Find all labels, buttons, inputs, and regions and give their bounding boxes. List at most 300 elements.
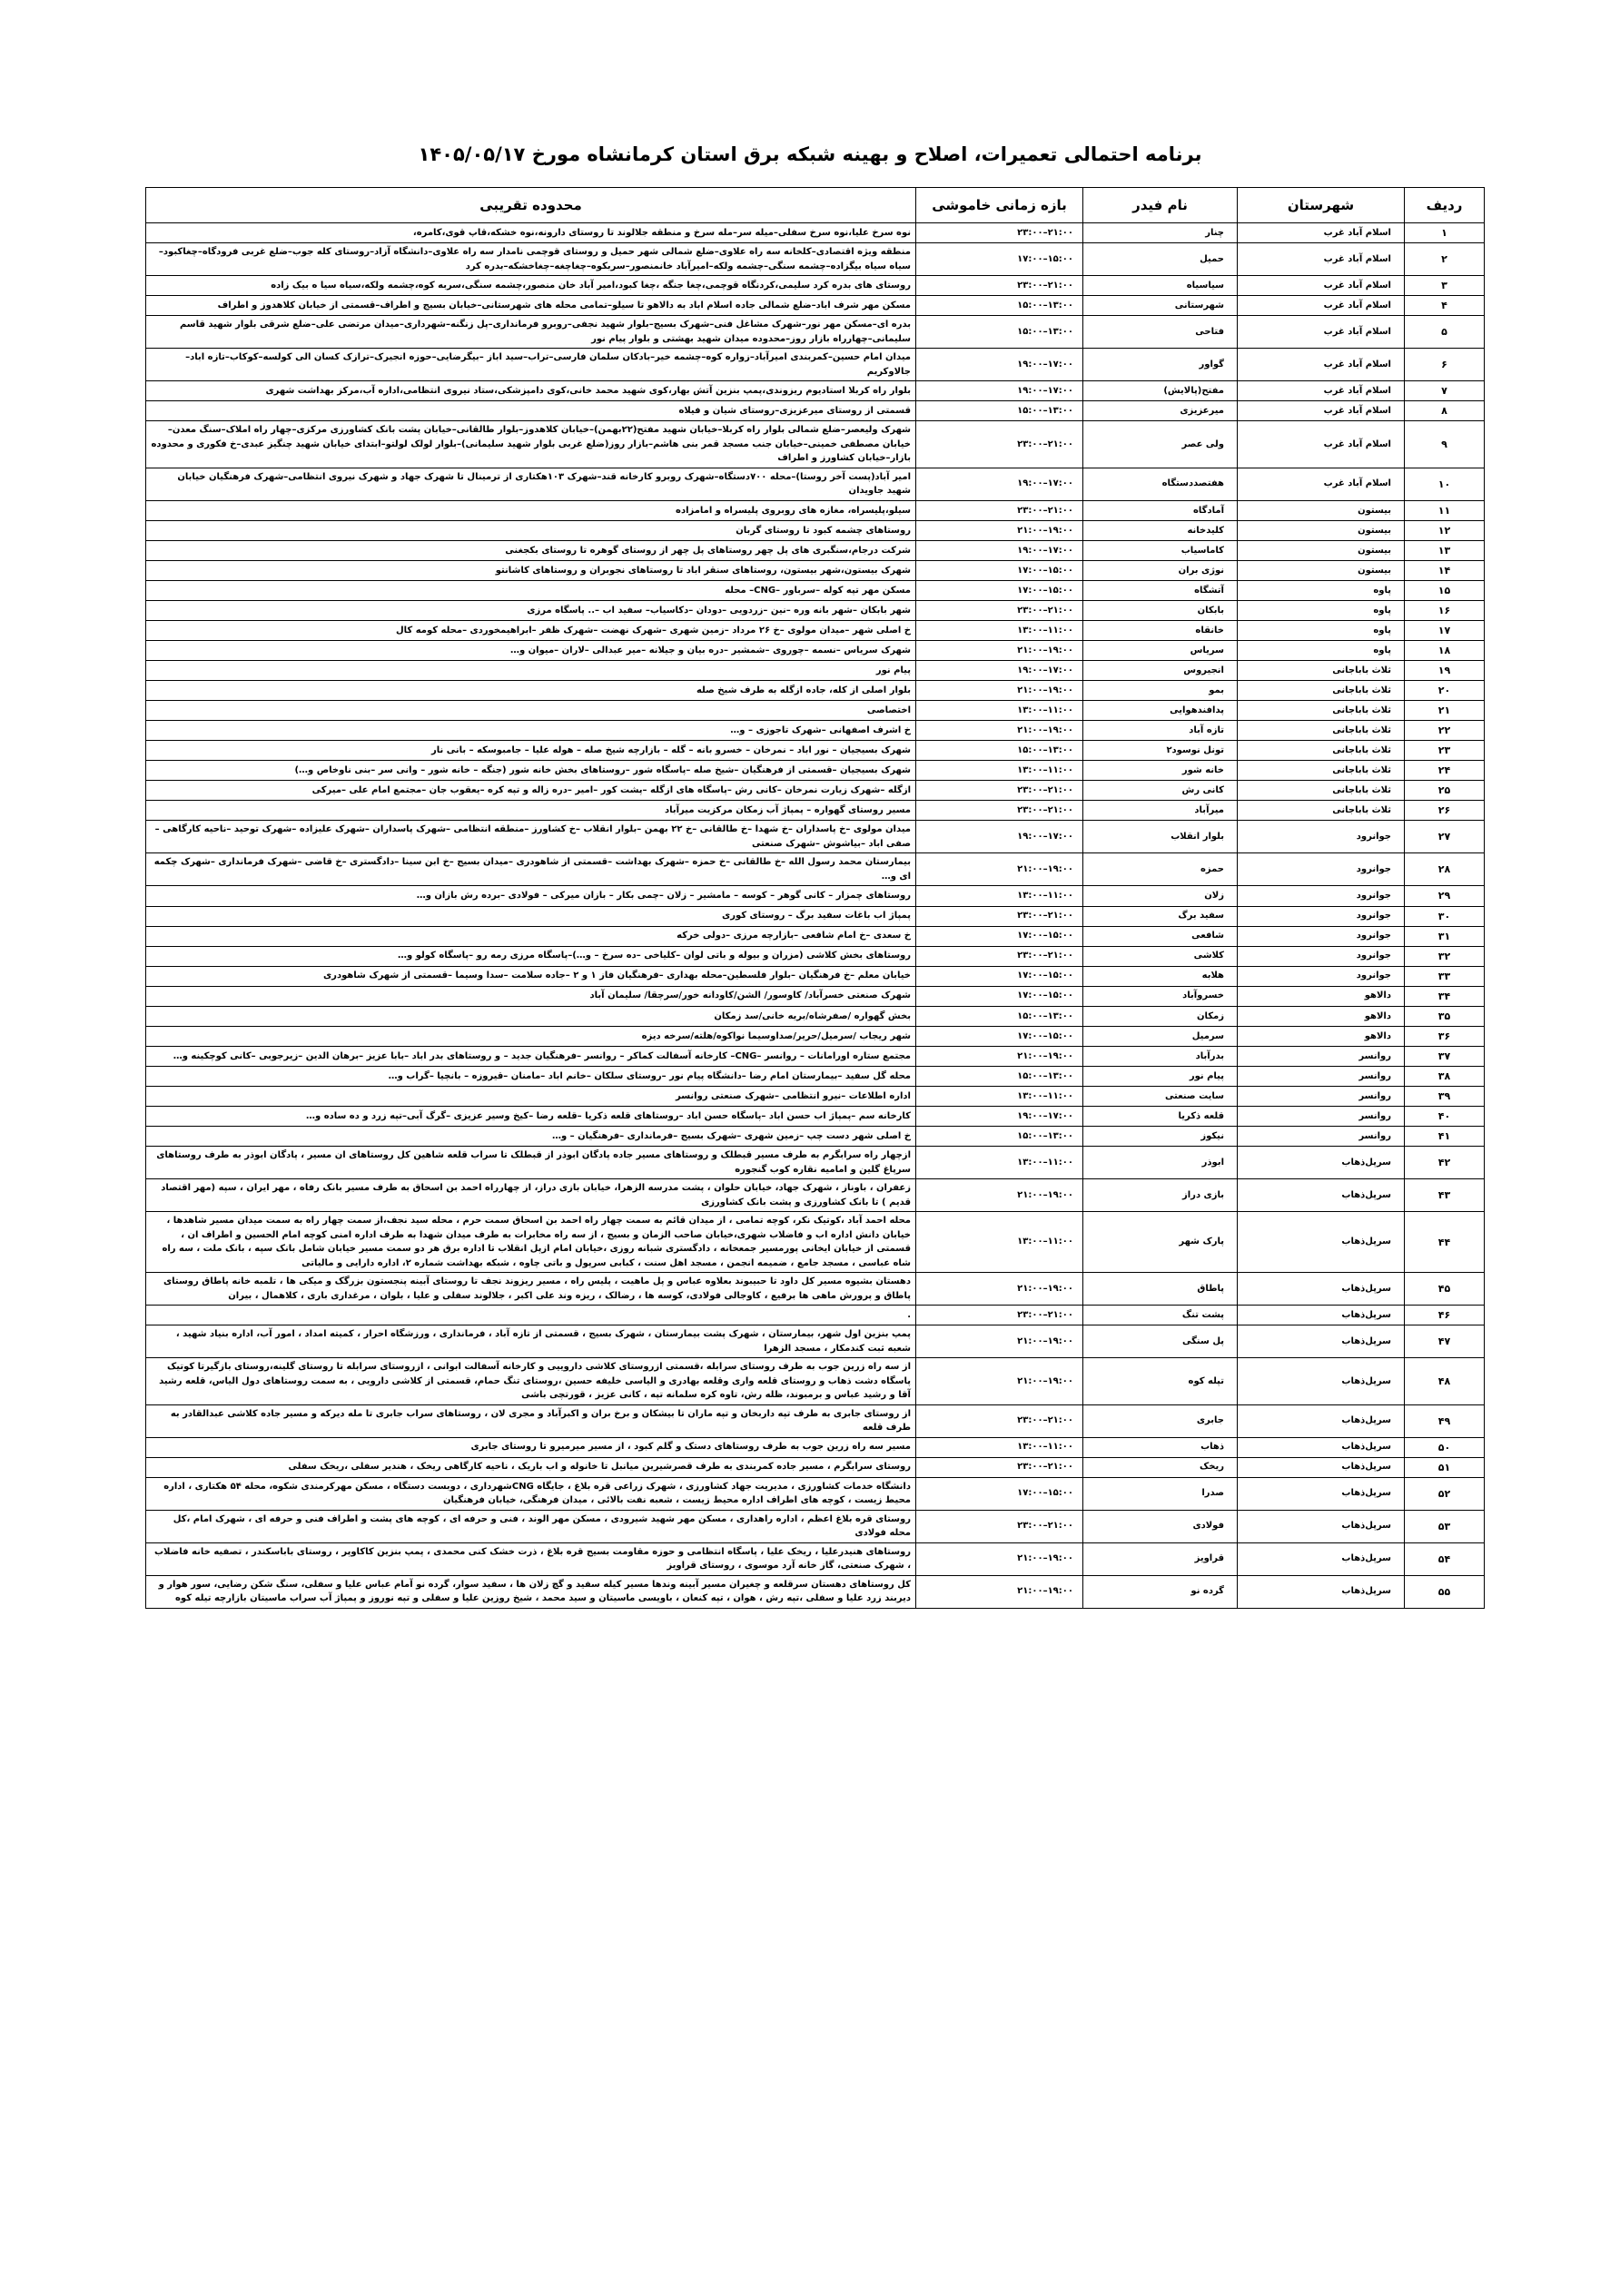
table-row (146, 1066, 1485, 1086)
table-row (146, 1477, 1485, 1510)
city-cell: سرپل‌ذهاب (1238, 1179, 1405, 1212)
city-cell: اسلام آباد غرب (1238, 316, 1405, 349)
outage-time-cell: ۱۵:۰۰–۱۷:۰۰ (916, 926, 1083, 946)
row-number-cell: ۵۴ (1405, 1542, 1485, 1575)
page-title: برنامه احتمالی تعمیرات، اصلاح و بهینه شبکه برق استان کرمانشاه مورخ ۱۴۰۵/۰۵/۱۷ (418, 143, 1202, 165)
feeder-cell: نیکوز (1083, 1127, 1238, 1147)
city-cell: اسلام آباد غرب (1238, 381, 1405, 401)
city-cell: جوانرود (1238, 946, 1405, 966)
feeder-cell: پارک شهر (1083, 1212, 1238, 1273)
outage-time-cell: ۱۷:۰۰–۱۹:۰۰ (916, 540, 1083, 560)
outage-time-cell: ۲۱:۰۰–۲۳:۰۰ (916, 276, 1083, 296)
row-number-cell: ۴۱ (1405, 1127, 1485, 1147)
city-cell: بیستون (1238, 560, 1405, 580)
feeder-cell: آمادگاه (1083, 500, 1238, 520)
city-cell: سرپل‌ذهاب (1238, 1457, 1405, 1477)
city-cell: ثلاث باباجانی (1238, 681, 1405, 701)
city-cell: روانسر (1238, 1066, 1405, 1086)
table-row (146, 1542, 1485, 1575)
city-cell: ثلاث باباجانی (1238, 801, 1405, 821)
outage-time-cell: ۱۷:۰۰–۱۹:۰۰ (916, 1107, 1083, 1127)
area-cell: از سه راه زرین جوب به طرف روستای سرابله ،قسمتی ازروستای کلاشی داروییی و کارخانه آسفالت ابوانی ، ازروستای سرابله تا روستای گلینه،روستای بازگیرتا کوتیک پاسگاه دشت ذهاب و روستای قلعه واری وقلعه بهادری و الیاسی خلیفه حسین ،روستای تنگ حمام، قسمتی از کلاشی دارویی ، به سمت روستاهای دول الیاس، قلعه رشید آقا و رشید عباس و برمبوند، ظله رش، تاوه کره سلمانه تپه ، کانی عزیز ، قورتچی باشی (146, 1358, 916, 1405)
city-cell: اسلام آباد غرب (1238, 276, 1405, 296)
table-row (146, 468, 1485, 500)
feeder-cell: کانی رش (1083, 781, 1238, 801)
area-cell: میدان امام حسین–کمربندی امیرآباد–زواره کوه–چشمه خیر–بادکان سلمان فارسی–تراب–سید اباز –بیگرضایی–حوزه انجیرک–ترازک کسان الی کولسه–کوکاب–تازه اباد–جالاوکریم (146, 349, 916, 381)
feeder-cell: سایت صنعتی (1083, 1086, 1238, 1106)
city-cell: جوانرود (1238, 926, 1405, 946)
row-number-cell: ۴۴ (1405, 1212, 1485, 1273)
area-cell: مجتمع ستاره اورامانات – روانسر –CNG– کارخانه آسفالت کماکر – روانسر –فرهنگیان جدید – و روستاهای بدر اباد –بابا عزیز –برهان الدین –زیرجوبی –کانی کوچکینه و… (146, 1046, 916, 1066)
outage-time-cell: ۱۳:۰۰–۱۵:۰۰ (916, 741, 1083, 761)
outage-time-cell: ۱۳:۰۰–۱۵:۰۰ (916, 401, 1083, 421)
area-cell: اداره اطلاعات –نیرو انتظامی –شهرک صنعتی روانسر (146, 1086, 916, 1106)
feeder-cell: میرآباد (1083, 801, 1238, 821)
table-row (146, 1437, 1485, 1457)
outage-time-cell: ۱۳:۰۰–۱۵:۰۰ (916, 1127, 1083, 1147)
city-cell: ثلاث باباجانی (1238, 781, 1405, 801)
city-cell: بیستون (1238, 520, 1405, 540)
feeder-cell: هلابه (1083, 966, 1238, 986)
table-body (146, 223, 1485, 1609)
row-number-cell: ۴۵ (1405, 1273, 1485, 1306)
feeder-cell: هفتصددستگاه (1083, 468, 1238, 500)
area-cell: منطقه ویژه اقتصادی–کلخانه سه راه علاوی–ضلع شمالی شهر حمیل و روستای قوچمی نامدار سه راه علاوی–دانشگاه آزاد–روستای کله جوب–ضلع غربی فرودگاه–چغاکبود–سیاه سیاه بیگزاده–چشمه سنگی–چشمه ولکه–امیرآباد خانمنصور–سربکوه–چغاچغه–چغاخشکه–بدره کرد (146, 243, 916, 276)
area-cell: بلوار راه کربلا استادیوم ریزوندی،پمپ بنزین آتش بهار،کوی شهید محمد خانی،کوی دامپزشکی،ستاد نیروی انتظامی،اداره آب،مرکز بهداشت شهری (146, 381, 916, 401)
table-row (146, 986, 1485, 1006)
row-number-cell: ۲۰ (1405, 681, 1485, 701)
row-number-cell: ۳۲ (1405, 946, 1485, 966)
table-row (146, 1358, 1485, 1405)
city-cell: پاوه (1238, 600, 1405, 620)
table-row (146, 1006, 1485, 1026)
feeder-cell: تازه آباد (1083, 721, 1238, 741)
feeder-cell: سفید برگ (1083, 906, 1238, 926)
table-row (146, 1510, 1485, 1542)
area-cell: دانشگاه خدمات کشاورزی ، مدیریت جهاد کشاورزی ، شهرک زراعی قره بلاغ ، جایگاه CNGشهرداری ، دوبست دستگاه ، مسکن مهرکرمندی شکوه، محله ۵۴ هکتاری ، اداره محیط زیست ، کوچه های اطراف اداره محیط زیست ، شعبه نفت بالائی ، میدان فرهنگی، خیابان فرهنگیان (146, 1477, 916, 1510)
table-row (146, 641, 1485, 661)
outage-time-cell: ۱۹:۰۰–۲۱:۰۰ (916, 853, 1083, 886)
city-cell: اسلام آباد غرب (1238, 401, 1405, 421)
area-cell: خ سعدی –خ امام شافعی –بازارچه مرزی –دولی خرکه (146, 926, 916, 946)
city-cell: روانسر (1238, 1046, 1405, 1066)
outage-time-cell: ۲۱:۰۰–۲۳:۰۰ (916, 906, 1083, 926)
table-row (146, 886, 1485, 906)
outage-time-cell: ۱۹:۰۰–۲۱:۰۰ (916, 641, 1083, 661)
row-number-cell: ۳۱ (1405, 926, 1485, 946)
row-number-cell: ۱ (1405, 223, 1485, 243)
city-cell: اسلام آباد غرب (1238, 243, 1405, 276)
area-cell: محله احمد آباد ،کوتیک نکر، کوچه تمامی ، از میدان قائم به سمت چهار راه احمد بن اسحاق سمت حرم ، محله سید نجف،از سمت چهار راه به سمت میدان مسیر شاهدها ، خیابان دانش اداره اب و فاضلاب شهری،خیابان صاحب الزمان و بسیج ، از سه راه مخابرات به طرف میدان شهدا به طرف اداره امنی کوچه امام الحسین و اطراف ان ، قسمتی از خیابان ایخانی پورمسیر جمعخانه ، دادگستری شبانه روزی ،خیابان امام ازپل انقلاب تا اداره برق هر دو سمت مسیر خیابان شامل بانک سپه ، بانک ملت ، سه راه شاه عباسی ، مسجد جامع ، ضمیمه انجمن ، مسجد اهل سنت ، کبابی سرپول و باتی چاوه ، شبکه بهداشت شماره ۲، اداره دارایی و مالیاتی (146, 1212, 916, 1273)
area-cell: شهرک بسیجیان –قسمتی از فرهنگیان –شیخ صله –پاسگاه شور –روستاهای بخش خانه شور (جنگه – خانه شور – وانی سر –بنی ناوخاص و…) (146, 761, 916, 781)
row-number-cell: ۱۴ (1405, 560, 1485, 580)
city-cell: سرپل‌ذهاب (1238, 1306, 1405, 1325)
feeder-cell: کاماسیاب (1083, 540, 1238, 560)
outage-time-cell: ۱۹:۰۰–۲۱:۰۰ (916, 1179, 1083, 1212)
outage-time-cell: ۱۱:۰۰–۱۳:۰۰ (916, 886, 1083, 906)
area-cell: بخش گهواره /صفرشاه/بریه خانی/سد زمکان (146, 1006, 916, 1026)
table-row (146, 1147, 1485, 1179)
header-area: محدوده تقریبی (146, 188, 916, 223)
table-row (146, 621, 1485, 641)
city-cell: روانسر (1238, 1107, 1405, 1127)
table-row (146, 316, 1485, 349)
area-cell: پمپاژ اب باغات سفید برگ – روستای کوری (146, 906, 916, 926)
table-row (146, 349, 1485, 381)
table-row (146, 1457, 1485, 1477)
row-number-cell: ۳۰ (1405, 906, 1485, 926)
table-row (146, 1046, 1485, 1066)
outage-time-cell: ۱۵:۰۰–۱۷:۰۰ (916, 1026, 1083, 1046)
area-cell: قسمتی از روستای میرعزیزی–روستای شیان و فیلاه (146, 401, 916, 421)
feeder-cell: مفتح(پالایش) (1083, 381, 1238, 401)
feeder-cell: انجیروس (1083, 661, 1238, 681)
row-number-cell: ۲۶ (1405, 801, 1485, 821)
outage-time-cell: ۱۹:۰۰–۲۱:۰۰ (916, 1046, 1083, 1066)
table-row (146, 560, 1485, 580)
feeder-cell: بلوار انقلاب (1083, 821, 1238, 853)
area-cell: پمپ بنزین اول شهر، بیمارستان ، شهرک پشت بیمارستان ، شهرک بسیج ، قسمتی از تازه آباد ، فرمانداری ، ورزشگاه احرار ، کمیته امداد ، امور آب، اداره بنیاد شهید ، شعبه ثبت کندمکار ، مسجد الزهرا (146, 1325, 916, 1358)
feeder-cell: بازی دراز (1083, 1179, 1238, 1212)
feeder-cell: پاطاق (1083, 1273, 1238, 1306)
table-row (146, 801, 1485, 821)
city-cell: دالاهو (1238, 1026, 1405, 1046)
row-number-cell: ۵۰ (1405, 1437, 1485, 1457)
city-cell: دالاهو (1238, 986, 1405, 1006)
schedule-table (145, 187, 1485, 1609)
city-cell: سرپل‌ذهاب (1238, 1325, 1405, 1358)
city-cell: اسلام آباد غرب (1238, 468, 1405, 500)
feeder-cell: خانه شور (1083, 761, 1238, 781)
row-number-cell: ۲۹ (1405, 886, 1485, 906)
city-cell: سرپل‌ذهاب (1238, 1542, 1405, 1575)
row-number-cell: ۵۳ (1405, 1510, 1485, 1542)
city-cell: پاوه (1238, 621, 1405, 641)
outage-time-cell: ۱۵:۰۰–۱۷:۰۰ (916, 560, 1083, 580)
feeder-cell: سیاسیاه (1083, 276, 1238, 296)
outage-time-cell: ۱۹:۰۰–۲۱:۰۰ (916, 520, 1083, 540)
row-number-cell: ۴۳ (1405, 1179, 1485, 1212)
table-row (146, 821, 1485, 853)
area-cell: اختصاصی (146, 701, 916, 721)
row-number-cell: ۲۱ (1405, 701, 1485, 721)
table-row (146, 1273, 1485, 1306)
header-row-number: ردیف (1405, 188, 1485, 223)
city-cell: سرپل‌ذهاب (1238, 1510, 1405, 1542)
area-cell: ازگله –شهرک زیارت نمرخان –کانی رش –پاسگاه های ازگله –پشت کور –امیر –دره زاله و تپه کره –یعقوب جان –مجتمع امام علی –میرکی (146, 781, 916, 801)
feeder-cell: حمیل (1083, 243, 1238, 276)
row-number-cell: ۳۹ (1405, 1086, 1485, 1106)
city-cell: ثلاث باباجانی (1238, 701, 1405, 721)
area-cell: مسیر روستای گهواره – پمپاژ آب زمکان مرکزیت میرآباد (146, 801, 916, 821)
area-cell: شهرک سریاس –نسمه –چوروی –شمشیر –دره بیان و جیلانه –میر عبدالی –لاران –میوان و… (146, 641, 916, 661)
city-cell: اسلام آباد غرب (1238, 223, 1405, 243)
table-header-row (146, 188, 1485, 223)
city-cell: جوانرود (1238, 906, 1405, 926)
feeder-cell: قلعه ذکریا (1083, 1107, 1238, 1127)
outage-time-cell: ۱۳:۰۰–۱۵:۰۰ (916, 1066, 1083, 1086)
city-cell: جوانرود (1238, 853, 1405, 886)
area-cell: مسکن مهر تپه کوله –سرباور –CNG– محله (146, 580, 916, 600)
outage-time-cell: ۲۱:۰۰–۲۳:۰۰ (916, 223, 1083, 243)
table-row (146, 906, 1485, 926)
outage-time-cell: ۱۹:۰۰–۲۱:۰۰ (916, 1273, 1083, 1306)
row-number-cell: ۱۷ (1405, 621, 1485, 641)
row-number-cell: ۴۰ (1405, 1107, 1485, 1127)
outage-time-cell: ۱۱:۰۰–۱۳:۰۰ (916, 1147, 1083, 1179)
area-cell: زعفران ، باوناز ، شهرک جهاد، خیابان حلوان ، پشت مدرسه الزهرا، خیابان بازی دراز، از چهارراه احمد بن اسحاق به طرف مسیر بانک رفاه ، مهر ایران ، سپه (مهر اقتصاد قدیم ) تا بانک کشاورزی و پشت بانک کشاورزی (146, 1179, 916, 1212)
area-cell: بدره ای–مسکن مهر نور–شهرک مشاغل فنی–شهرک بسیج–بلوار شهید نجفی–روبرو فرمانداری–پل زنگنه–شهرداری–میدان مرتضی علی–ضلع شرقی بلوار شهید قاسم سلیمانی–چهارراه بازار روز–محدوده میدان شهید بهشتی و بلوار پیام نور (146, 316, 916, 349)
row-number-cell: ۹ (1405, 421, 1485, 468)
feeder-cell: فتاحی (1083, 316, 1238, 349)
row-number-cell: ۳۳ (1405, 966, 1485, 986)
area-cell: امیر آباد(پست آخر روستا)–محله ۷۰۰دستگاه–شهرک روبرو کارخانه قند–شهرک ۱۰۳هکتاری از ترمینال تا شهرک جهاد و شهرک نیروی انتظامی–شهرک فرهنگیان خیابان شهید جاویدان (146, 468, 916, 500)
feeder-cell: خسروآباد (1083, 986, 1238, 1006)
city-cell: اسلام آباد غرب (1238, 349, 1405, 381)
feeder-cell: سریاس (1083, 641, 1238, 661)
city-cell: ثلاث باباجانی (1238, 761, 1405, 781)
outage-time-cell: ۱۳:۰۰–۱۵:۰۰ (916, 1006, 1083, 1026)
feeder-cell: فولادی (1083, 1510, 1238, 1542)
outage-time-cell: ۲۱:۰۰–۲۳:۰۰ (916, 1510, 1083, 1542)
outage-time-cell: ۲۱:۰۰–۲۳:۰۰ (916, 600, 1083, 620)
table-row (146, 761, 1485, 781)
area-cell: روستاهای هنیدرعلیا ، ریخک علیا ، پاسگاه انتظامی و حوزه مقاومت بسیج قره بلاغ ، ذرت خشک کنی محمدی ، پمپ بنزین کاکاوپر ، روستای باباسکندر ، تصفیه خانه فاضلاب ، شهرک صنعتی، گاز خانه آرد موسوی ، روستای قراویز (146, 1542, 916, 1575)
feeder-cell: صدرا (1083, 1477, 1238, 1510)
feeder-cell: پدافندهوایی (1083, 701, 1238, 721)
city-cell: روانسر (1238, 1127, 1405, 1147)
table-row (146, 401, 1485, 421)
row-number-cell: ۴۷ (1405, 1325, 1485, 1358)
outage-time-cell: ۱۷:۰۰–۱۹:۰۰ (916, 821, 1083, 853)
row-number-cell: ۲ (1405, 243, 1485, 276)
table-row (146, 1325, 1485, 1358)
row-number-cell: ۱۲ (1405, 520, 1485, 540)
table-row (146, 681, 1485, 701)
outage-time-cell: ۱۵:۰۰–۱۷:۰۰ (916, 580, 1083, 600)
outage-time-cell: ۲۱:۰۰–۲۳:۰۰ (916, 1404, 1083, 1437)
area-cell: از روستای جابری به طرف تپه داربخان و تپه ماران تا بیشکان و برخ بران و اکبرآباد و مجری لان ، روستاهای سراب جابری تا مله دیرکه و مسیر جاده کلاشی عبدالقادر به طرف قلعه (146, 1404, 916, 1437)
city-cell: اسلام آباد غرب (1238, 421, 1405, 468)
outage-time-cell: ۱۱:۰۰–۱۳:۰۰ (916, 761, 1083, 781)
table-row (146, 381, 1485, 401)
area-cell: شهر ریجاب /سرمیل/حریر/صداوسیما نواکوه/هلته/سرخه دیزه (146, 1026, 916, 1046)
outage-time-cell: ۲۱:۰۰–۲۳:۰۰ (916, 946, 1083, 966)
row-number-cell: ۱۹ (1405, 661, 1485, 681)
outage-time-cell: ۱۹:۰۰–۲۱:۰۰ (916, 1542, 1083, 1575)
outage-time-cell: ۱۷:۰۰–۱۹:۰۰ (916, 468, 1083, 500)
outage-time-cell: ۲۱:۰۰–۲۳:۰۰ (916, 1306, 1083, 1325)
table-row (146, 1404, 1485, 1437)
row-number-cell: ۲۴ (1405, 761, 1485, 781)
outage-time-cell: ۲۱:۰۰–۲۳:۰۰ (916, 801, 1083, 821)
city-cell: جوانرود (1238, 966, 1405, 986)
feeder-cell: چنار (1083, 223, 1238, 243)
table-row (146, 721, 1485, 741)
row-number-cell: ۴ (1405, 296, 1485, 316)
header-city: شهرستان (1238, 188, 1405, 223)
feeder-cell: بدرآباد (1083, 1046, 1238, 1066)
city-cell: جوانرود (1238, 886, 1405, 906)
table-row (146, 946, 1485, 966)
row-number-cell: ۳۵ (1405, 1006, 1485, 1026)
area-cell: روستای های بدره کرد سلیمی،کردنگاه قوچمی،چغا جنگه ،چغا کبود،امیر آباد خان منصور،چشمه سنگی،سربه کوه،چشمه ولکه،سیاه سیا ه بیک زاده (146, 276, 916, 296)
row-number-cell: ۲۵ (1405, 781, 1485, 801)
feeder-cell: ذهاب (1083, 1437, 1238, 1457)
feeder-cell: کلاشی (1083, 946, 1238, 966)
row-number-cell: ۳۸ (1405, 1066, 1485, 1086)
outage-time-cell: ۱۷:۰۰–۱۹:۰۰ (916, 381, 1083, 401)
row-number-cell: ۴۹ (1405, 1404, 1485, 1437)
row-number-cell: ۵۵ (1405, 1575, 1485, 1608)
feeder-cell: تونل نوسود۲ (1083, 741, 1238, 761)
city-cell: پاوه (1238, 580, 1405, 600)
area-cell: روستاهای چشمه کبود تا روستای گربان (146, 520, 916, 540)
feeder-cell: قراویز (1083, 1542, 1238, 1575)
table-row (146, 296, 1485, 316)
feeder-cell: سرمیل (1083, 1026, 1238, 1046)
area-cell: خیابان معلم –خ فرهنگیان –بلوار فلسطین–محله بهداری –فرهنگیان فاز ۱ و ۲ –جاده سلامت –سدا وسیما –قسمتی از شهرک شاهودری (146, 966, 916, 986)
area-cell: شرکت درجام،سنگبری های پل چهر روستاهای پل چهر از روستای گوهره تا روستای بکجغنی (146, 540, 916, 560)
row-number-cell: ۵۲ (1405, 1477, 1485, 1510)
table-row (146, 966, 1485, 986)
table-row (146, 1026, 1485, 1046)
row-number-cell: ۸ (1405, 401, 1485, 421)
table-row (146, 580, 1485, 600)
area-cell: نوه سرخ علیا،نوه سرخ سفلی–میله سر–مله سرخ و منطقه جلالوند تا روستای دارونه،نوه خشکه،قاپ قوی،کامره، (146, 223, 916, 243)
table-row (146, 500, 1485, 520)
area-cell: مسکن مهر شرف اباد–ضلع شمالی جاده اسلام اباد به دالاهو تا سیلو–تمامی محله های شهرستانی–خیابان بسیج و اطراف–قسمتی از خیابان کلاهدوز و اطراف (146, 296, 916, 316)
row-number-cell: ۵۱ (1405, 1457, 1485, 1477)
feeder-cell: جابری (1083, 1404, 1238, 1437)
feeder-cell: پشت تنگ (1083, 1306, 1238, 1325)
table-row (146, 540, 1485, 560)
outage-time-cell: ۱۹:۰۰–۲۱:۰۰ (916, 1575, 1083, 1608)
feeder-cell: شهرستانی (1083, 296, 1238, 316)
outage-time-cell: ۱۳:۰۰–۱۵:۰۰ (916, 296, 1083, 316)
outage-time-cell: ۱۵:۰۰–۱۷:۰۰ (916, 1477, 1083, 1510)
city-cell: بیستون (1238, 540, 1405, 560)
table-row (146, 276, 1485, 296)
table-row (146, 1575, 1485, 1608)
feeder-cell: نوژی بران (1083, 560, 1238, 580)
feeder-cell: زمکان (1083, 1006, 1238, 1026)
feeder-cell: خانقاه (1083, 621, 1238, 641)
area-cell: روستاهای چمزار – کانی گوهر – کوسه – مامشیر – زلان –چمی بکار – بازان میرکی – فولادی –برده رش بازان و… (146, 886, 916, 906)
row-number-cell: ۶ (1405, 349, 1485, 381)
table-row (146, 1107, 1485, 1127)
feeder-cell: بمو (1083, 681, 1238, 701)
outage-time-cell: ۱۹:۰۰–۲۱:۰۰ (916, 1325, 1083, 1358)
area-cell: شهرک ولیعصر–ضلع شمالی بلوار راه کربلا–خیابان شهید مفتح(۲۲بهمن)–خیابان کلاهدوز–بلوار طالقانی–خیابان پشت بانک کشاورزی مرکزی–چهار راه املاک–سنگ معدن–خیابان مصطفی خمینی–خیابان جنب مسجد قمر بنی هاشم–بازار روز(ضلع غربی بلوار شهید سلیمانی)–بلوار لولک لولتو–ابتدای خیابان شهید چنگیز عبدی–خ فکوری و محدوده بازار–خیابان کشاورز و اطراف (146, 421, 916, 468)
area-cell: شهرک بیستون،شهر بیستون، روستاهای سنقر اباد تا روستاهای نجوبران و روستاهای کاشانتو (146, 560, 916, 580)
area-cell: روستای قره بلاغ اعظم ، اداره راهداری ، مسکن مهر شهید شیرودی ، مسکن مهر الوند ، فنی و حرفه ای ، کوچه های پشت و اطراف فنی و حرفه ای ، شهرک امام ،کل محله فولادی (146, 1510, 916, 1542)
row-number-cell: ۱۳ (1405, 540, 1485, 560)
header-feeder: نام فیدر (1083, 188, 1238, 223)
outage-time-cell: ۱۵:۰۰–۱۷:۰۰ (916, 986, 1083, 1006)
feeder-cell: ریخک (1083, 1457, 1238, 1477)
table-row (146, 661, 1485, 681)
area-cell: ازچهار راه سرابگرم به طرف مسیر قبطلک و روستاهای مسیر جاده پادگان ابوذر از قبطلک تا سراب قلعه شاهین کل روستاهای ان مسیر ، پادگان ابوذر به طرف روستاهای سرپاغ گلین و امامیه نقاره کوب گنجوره (146, 1147, 916, 1179)
outage-time-cell: ۲۱:۰۰–۲۳:۰۰ (916, 500, 1083, 520)
row-number-cell: ۲۳ (1405, 741, 1485, 761)
outage-time-cell: ۲۱:۰۰–۲۳:۰۰ (916, 781, 1083, 801)
city-cell: سرپل‌ذهاب (1238, 1575, 1405, 1608)
city-cell: سرپل‌ذهاب (1238, 1273, 1405, 1306)
feeder-cell: شافعی (1083, 926, 1238, 946)
area-cell: خ اشرف اصفهانی –شهرک تاجوزی – و… (146, 721, 916, 741)
feeder-cell: زلان (1083, 886, 1238, 906)
feeder-cell: آتشگاه (1083, 580, 1238, 600)
feeder-cell: گرده نو (1083, 1575, 1238, 1608)
row-number-cell: ۳۷ (1405, 1046, 1485, 1066)
row-number-cell: ۲۷ (1405, 821, 1485, 853)
area-cell: میدان مولوی –خ پاسداران –خ شهدا –خ طالقانی –خ ۲۲ بهمن –بلوار انقلاب –خ کشاورز –منطقه انتظامی –شهرک پاسداران –شهرک علیزاده –شهرک توحید –ناحیه کارگاهی –صفی اباد –بیاشوش –شهرک صنعتی (146, 821, 916, 853)
outage-time-cell: ۱۷:۰۰–۱۹:۰۰ (916, 661, 1083, 681)
area-cell: پیام نور (146, 661, 916, 681)
area-cell: شهرک بسیجیان – نور اباد – نمرخان – خسرو بانه – گله – بازارچه شیخ صله – هوله علیا – جامبوسکه – بانی نار (146, 741, 916, 761)
table-row (146, 421, 1485, 468)
outage-time-cell: ۱۹:۰۰–۲۱:۰۰ (916, 1358, 1083, 1405)
row-number-cell: ۴۸ (1405, 1358, 1485, 1405)
row-number-cell: ۱۱ (1405, 500, 1485, 520)
feeder-cell: تپله کوه (1083, 1358, 1238, 1405)
feeder-cell: ولی عصر (1083, 421, 1238, 468)
row-number-cell: ۱۵ (1405, 580, 1485, 600)
table-row (146, 243, 1485, 276)
area-cell: دهستان بشیوه مسیر کل داود تا حبیبوند بعلاوه عباس و پل ماهیت ، پلیس راه ، مسیر ریزوند نجف تا روستای آبینه پنجستون بزرگک و میکی ها ، تلمبه خانه پاطاق روستای پاطاق و پرورش ماهی ها برفیع ، کاوجالی فولادی، کوسه ها ، رضالک ، ریزه وند علی اکبر ، جلالوند سفلی و علیا ، بلوان ، مرغداری باری ، کلاهمال ، بیران (146, 1273, 916, 1306)
row-number-cell: ۵ (1405, 316, 1485, 349)
outage-time-cell: ۱۹:۰۰–۲۱:۰۰ (916, 721, 1083, 741)
outage-time-cell: ۱۵:۰۰–۱۷:۰۰ (916, 243, 1083, 276)
area-cell: بیمارستان محمد رسول الله –خ طالقانی –خ حمزه –شهرک بهداشت –قسمتی از شاهودری –میدان بسیج –خ ابن سینا –دادگستری –خ قاضی –شهرک فرمانداری –شهرک چکمه ای و… (146, 853, 916, 886)
city-cell: سرپل‌ذهاب (1238, 1404, 1405, 1437)
city-cell: سرپل‌ذهاب (1238, 1437, 1405, 1457)
area-cell: روستاهای بخش کلاشی (مزران و بیوله و باتی لوان –کلیاخی –ده سرخ – و…)–پاسگاه مرزی رمه رو –پاسگاه کولو و… (146, 946, 916, 966)
city-cell: دالاهو (1238, 1006, 1405, 1026)
outage-time-cell: ۱۱:۰۰–۱۳:۰۰ (916, 701, 1083, 721)
city-cell: بیستون (1238, 500, 1405, 520)
city-cell: سرپل‌ذهاب (1238, 1212, 1405, 1273)
area-cell: خ اصلی شهر دست چپ –زمین شهری –شهرک بسیج –فرمانداری –فرهنگیان – و… (146, 1127, 916, 1147)
feeder-cell: پل سنگی (1083, 1325, 1238, 1358)
row-number-cell: ۲۲ (1405, 721, 1485, 741)
feeder-cell: حمزه (1083, 853, 1238, 886)
row-number-cell: ۲۸ (1405, 853, 1485, 886)
table-row (146, 1306, 1485, 1325)
table-row (146, 741, 1485, 761)
table-row (146, 520, 1485, 540)
feeder-cell: میرعزیزی (1083, 401, 1238, 421)
city-cell: ثلاث باباجانی (1238, 661, 1405, 681)
table-row (146, 853, 1485, 886)
row-number-cell: ۳ (1405, 276, 1485, 296)
city-cell: اسلام آباد غرب (1238, 296, 1405, 316)
outage-time-cell: ۲۱:۰۰–۲۳:۰۰ (916, 1457, 1083, 1477)
outage-time-cell: ۱۱:۰۰–۱۳:۰۰ (916, 1437, 1083, 1457)
outage-time-cell: ۱۵:۰۰–۱۷:۰۰ (916, 966, 1083, 986)
row-number-cell: ۱۰ (1405, 468, 1485, 500)
city-cell: جوانرود (1238, 821, 1405, 853)
city-cell: ثلاث باباجانی (1238, 721, 1405, 741)
outage-schedule-table (145, 187, 1484, 1609)
city-cell: سرپل‌ذهاب (1238, 1358, 1405, 1405)
feeder-cell: گواور (1083, 349, 1238, 381)
outage-time-cell: ۱۷:۰۰–۱۹:۰۰ (916, 349, 1083, 381)
table-row (146, 1179, 1485, 1212)
table-row (146, 926, 1485, 946)
feeder-cell: پیام نور (1083, 1066, 1238, 1086)
